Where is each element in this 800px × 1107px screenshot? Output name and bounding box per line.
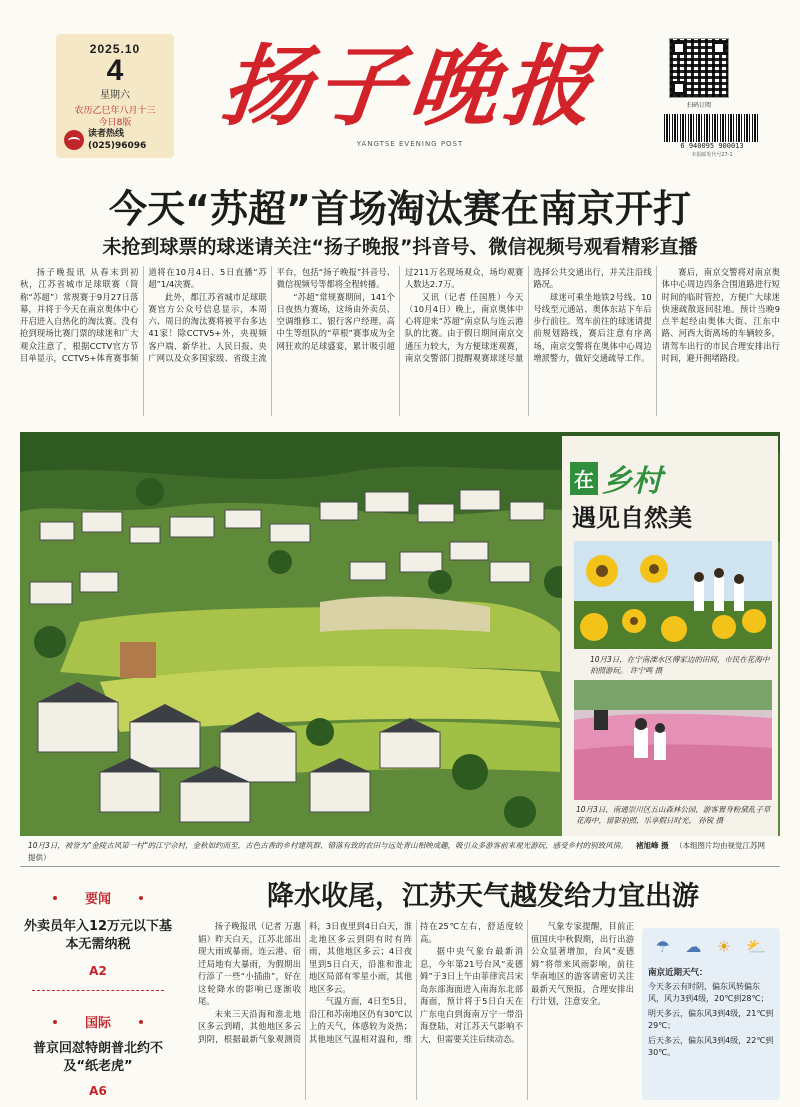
index-page-international[interactable]: A6: [89, 1084, 107, 1098]
newspaper-masthead: [200, 34, 620, 148]
weather-title: 南京近期天气：: [648, 968, 708, 978]
lead-subhead: 未抢到球票的球迷请关注“扬子晚报”抖音号、微信视频号观看精彩直播: [102, 236, 698, 258]
barcode-number: 6 940095 900013: [680, 142, 744, 150]
section-label-international: 国际: [20, 1012, 176, 1031]
index-headline-international[interactable]: 普京回怼特朗普北约不及“纸老虎”: [32, 1041, 163, 1074]
feature-kicker: [570, 456, 662, 500]
photo-caption-text: 10月3日，被誉为“金陵古风第一村”的江宁佘村，金秋如约而至，古色古香的乡村建筑群、错落有致的农田与远处青山相映成趣，吸引众多游客前来观光游玩，感受乡村的别致风情。: [28, 841, 628, 850]
date-weekday: 星期六: [100, 90, 130, 101]
hotline-logo-icon: [64, 130, 84, 150]
lead-paragraph: 又讯（记者 任国胜）今天（10月4日）晚上，南京奥体中心将迎来“苏超”南京队与连云港队的比赛。由于假日期间南京交通压力较大，为方便球迷观赛，南京交警部门提醒观赛球迷尽量选择公共交通出行，并关注沿线路况。: [404, 267, 652, 364]
section-divider: [20, 866, 780, 867]
weather-box: [642, 928, 780, 1100]
photo-credit: 褚旭峰 摄: [635, 841, 669, 850]
pink-grass-photo[interactable]: [574, 680, 772, 800]
date-day: 4: [106, 54, 124, 87]
paper-name: 扬子晚报: [216, 34, 604, 138]
reader-hotline: [64, 128, 146, 152]
qr-code-icon[interactable]: [669, 38, 729, 98]
sidebar-divider: [32, 990, 164, 991]
date-box: [56, 34, 174, 158]
second-paragraph: 气温方面，4日至5日，沿江和苏南地区仍有30℃以上的天气，体感较为炎热；其他地区气温相对温和，维持在25℃左右，舒适度较高。: [309, 921, 523, 1044]
lead-paragraph: 此外，都江苏省城市足球联赛官方公众号信息显示，本周六、周日的淘汰赛将被平台多达41家！除CCTV5+外，央视频客户端、新华社、人民日报、央广网以及众多国家级、省级主流平台，包括“扬子晚报”抖音号、微信视频号等都将全程转播。: [148, 267, 395, 364]
lead-story-body: [20, 266, 780, 416]
index-page-news[interactable]: A2: [89, 964, 107, 978]
section-label-news: 要闻: [20, 888, 176, 907]
sunflower-illustration: [574, 541, 772, 649]
lead-paragraph: “苏超”常规赛期间，141个日夜热力赛场，这场由外卖员、空调维修工、银行客户经理、高中生等组队的“草根”赛事成为全网狂欢的足球盛宴，累计吸引超过211万名现场观众，场均观赛人数达2.7万。: [276, 267, 524, 351]
sun-icon: ☀: [716, 936, 732, 956]
sunflower-photo[interactable]: [574, 541, 772, 649]
lead-paragraph: 扬子晚报讯 从春末到初秋，江苏省城市足球联赛（简称“苏超”）常规赛于9月27日落幕，并将于今天在南京奥体中心开启进入自热化的淘汰赛。没有抢到现场比赛门票的球迷和广大观众注意了，根据CCTV官方节目单显示，CCTV5+体育赛事频道将在10月4日、5日直播“苏超”1/4决赛。: [20, 267, 267, 364]
second-paragraph: 气象专家提醒，目前正值国庆中秋假期，出行出游公众显著增加，台风“麦德姆”将带来风雨影响，前往华南地区的游客请密切关注最新天气预报，合理安排出行计划，注意安全。: [531, 921, 634, 1006]
date-year-month: 2025.10: [89, 42, 141, 56]
hotline-label: 读者热线: [88, 129, 125, 139]
sunflower-caption: 10月3日，在宁南溧水区傅家边的田间，市民在花海中拍照游玩。 许宁鸣 摄: [590, 655, 770, 675]
qr-finder-icon: [672, 81, 686, 95]
paper-name-english: YANGTSE EVENING POST: [356, 140, 464, 148]
pink-grass-illustration: [574, 680, 772, 800]
weather-line: 后天多云，偏东风3到4级，22℃到30℃。: [648, 1036, 774, 1057]
hotline-text: [88, 128, 146, 152]
page-count: 今日8版: [98, 118, 132, 128]
second-paragraph: 扬子晚报讯（记者 万惠娟）昨天白天，江苏北部出现大雨或暴雨，连云港、宿迁局地有大暴雨，为假期出行添了一些“小插曲”，好在这轮降水的影响已逐渐收尾。: [198, 921, 301, 1006]
feature-title: 遇见自然美: [572, 504, 692, 532]
qr-caption: 扫码订阅: [686, 102, 711, 109]
qr-finder-icon: [672, 41, 686, 55]
pink-grass-caption: 10月3日，南通崇川区五山森林公园，游客置身粉黛乱子草花海中，留影拍照，乐享假日时光。 孙锐 摄: [576, 805, 771, 825]
weather-line: 今天多云有时阴，偏东风转偏东风，风力3到4级，20℃到28℃；: [648, 982, 769, 1003]
weather-line: 明天多云，偏东风3到4级，21℃到29℃；: [648, 1009, 774, 1030]
lunar-date: 农历乙巳年八月十三: [74, 106, 156, 116]
barcode-icon: [664, 114, 760, 142]
umbrella-icon: ☂: [655, 936, 671, 956]
second-story-body: [198, 920, 634, 1100]
news-index-sidebar: [20, 868, 176, 1100]
barcode-note: 本报邮发代号27-1: [691, 152, 733, 158]
cloud-icon: ☁: [685, 936, 702, 956]
index-headline-news[interactable]: 外卖员年入12万元以下基本无需纳税: [23, 919, 173, 952]
partly-cloudy-icon: ⛅: [746, 936, 767, 956]
kicker-rest: 乡村: [602, 464, 662, 499]
qr-finder-icon: [712, 41, 726, 55]
kicker-box: 在: [570, 462, 598, 495]
weather-icons: [648, 934, 774, 958]
photo-source: （本组图片均由视觉江苏网提供）: [28, 841, 765, 862]
lead-headline[interactable]: 今天“苏超”首场淘汰赛在南京开打: [109, 187, 691, 231]
second-headline[interactable]: 降水收尾，江苏天气越发给力宜出游: [267, 881, 699, 912]
second-paragraph: 未来三天沿海和淮北地区多云到晴，其他地区多云到阴，根据最新气象观测资料，3日夜里到4日白天，淮北地区多云到阴有时有阵雨，其他地区多云；4日夜里到5日白天，沿淮和淮北地区局部有零星小雨，其他地区多云。: [198, 921, 412, 1044]
lead-paragraph: 球迷可乘坐地铁2号线、10号线至元通站、奥体东站下车后步行前往。驾车前往的球迷请提前规划路线，赛后注意有序离场，南京交警将在奥体中心周边增派警力，做好交通疏导工作。: [533, 291, 652, 364]
photo-caption: [28, 840, 768, 864]
hotline-number: (025)96096: [88, 141, 147, 151]
second-paragraph: 据中央气象台最新消息，今年第21号台风“麦德姆”于3日上午由菲律宾吕宋岛东部海面进入南海东北部海面，预计将于5日白天在广东电白到海南万宁一带沿海登陆，对江苏天气影响不大，但需要关注后续动态。: [420, 946, 523, 1044]
lead-paragraph: 赛后，南京交警将对南京奥体中心周边四条合围道路进行短时间的临时管控，方便广大球迷快速疏散返回驻地。预计当晚9点半起经由奥体大街、江东中路、河西大街离场的车辆较多，请驾车出行的市民合理安排出行时间，避开拥堵路段。: [661, 267, 780, 364]
